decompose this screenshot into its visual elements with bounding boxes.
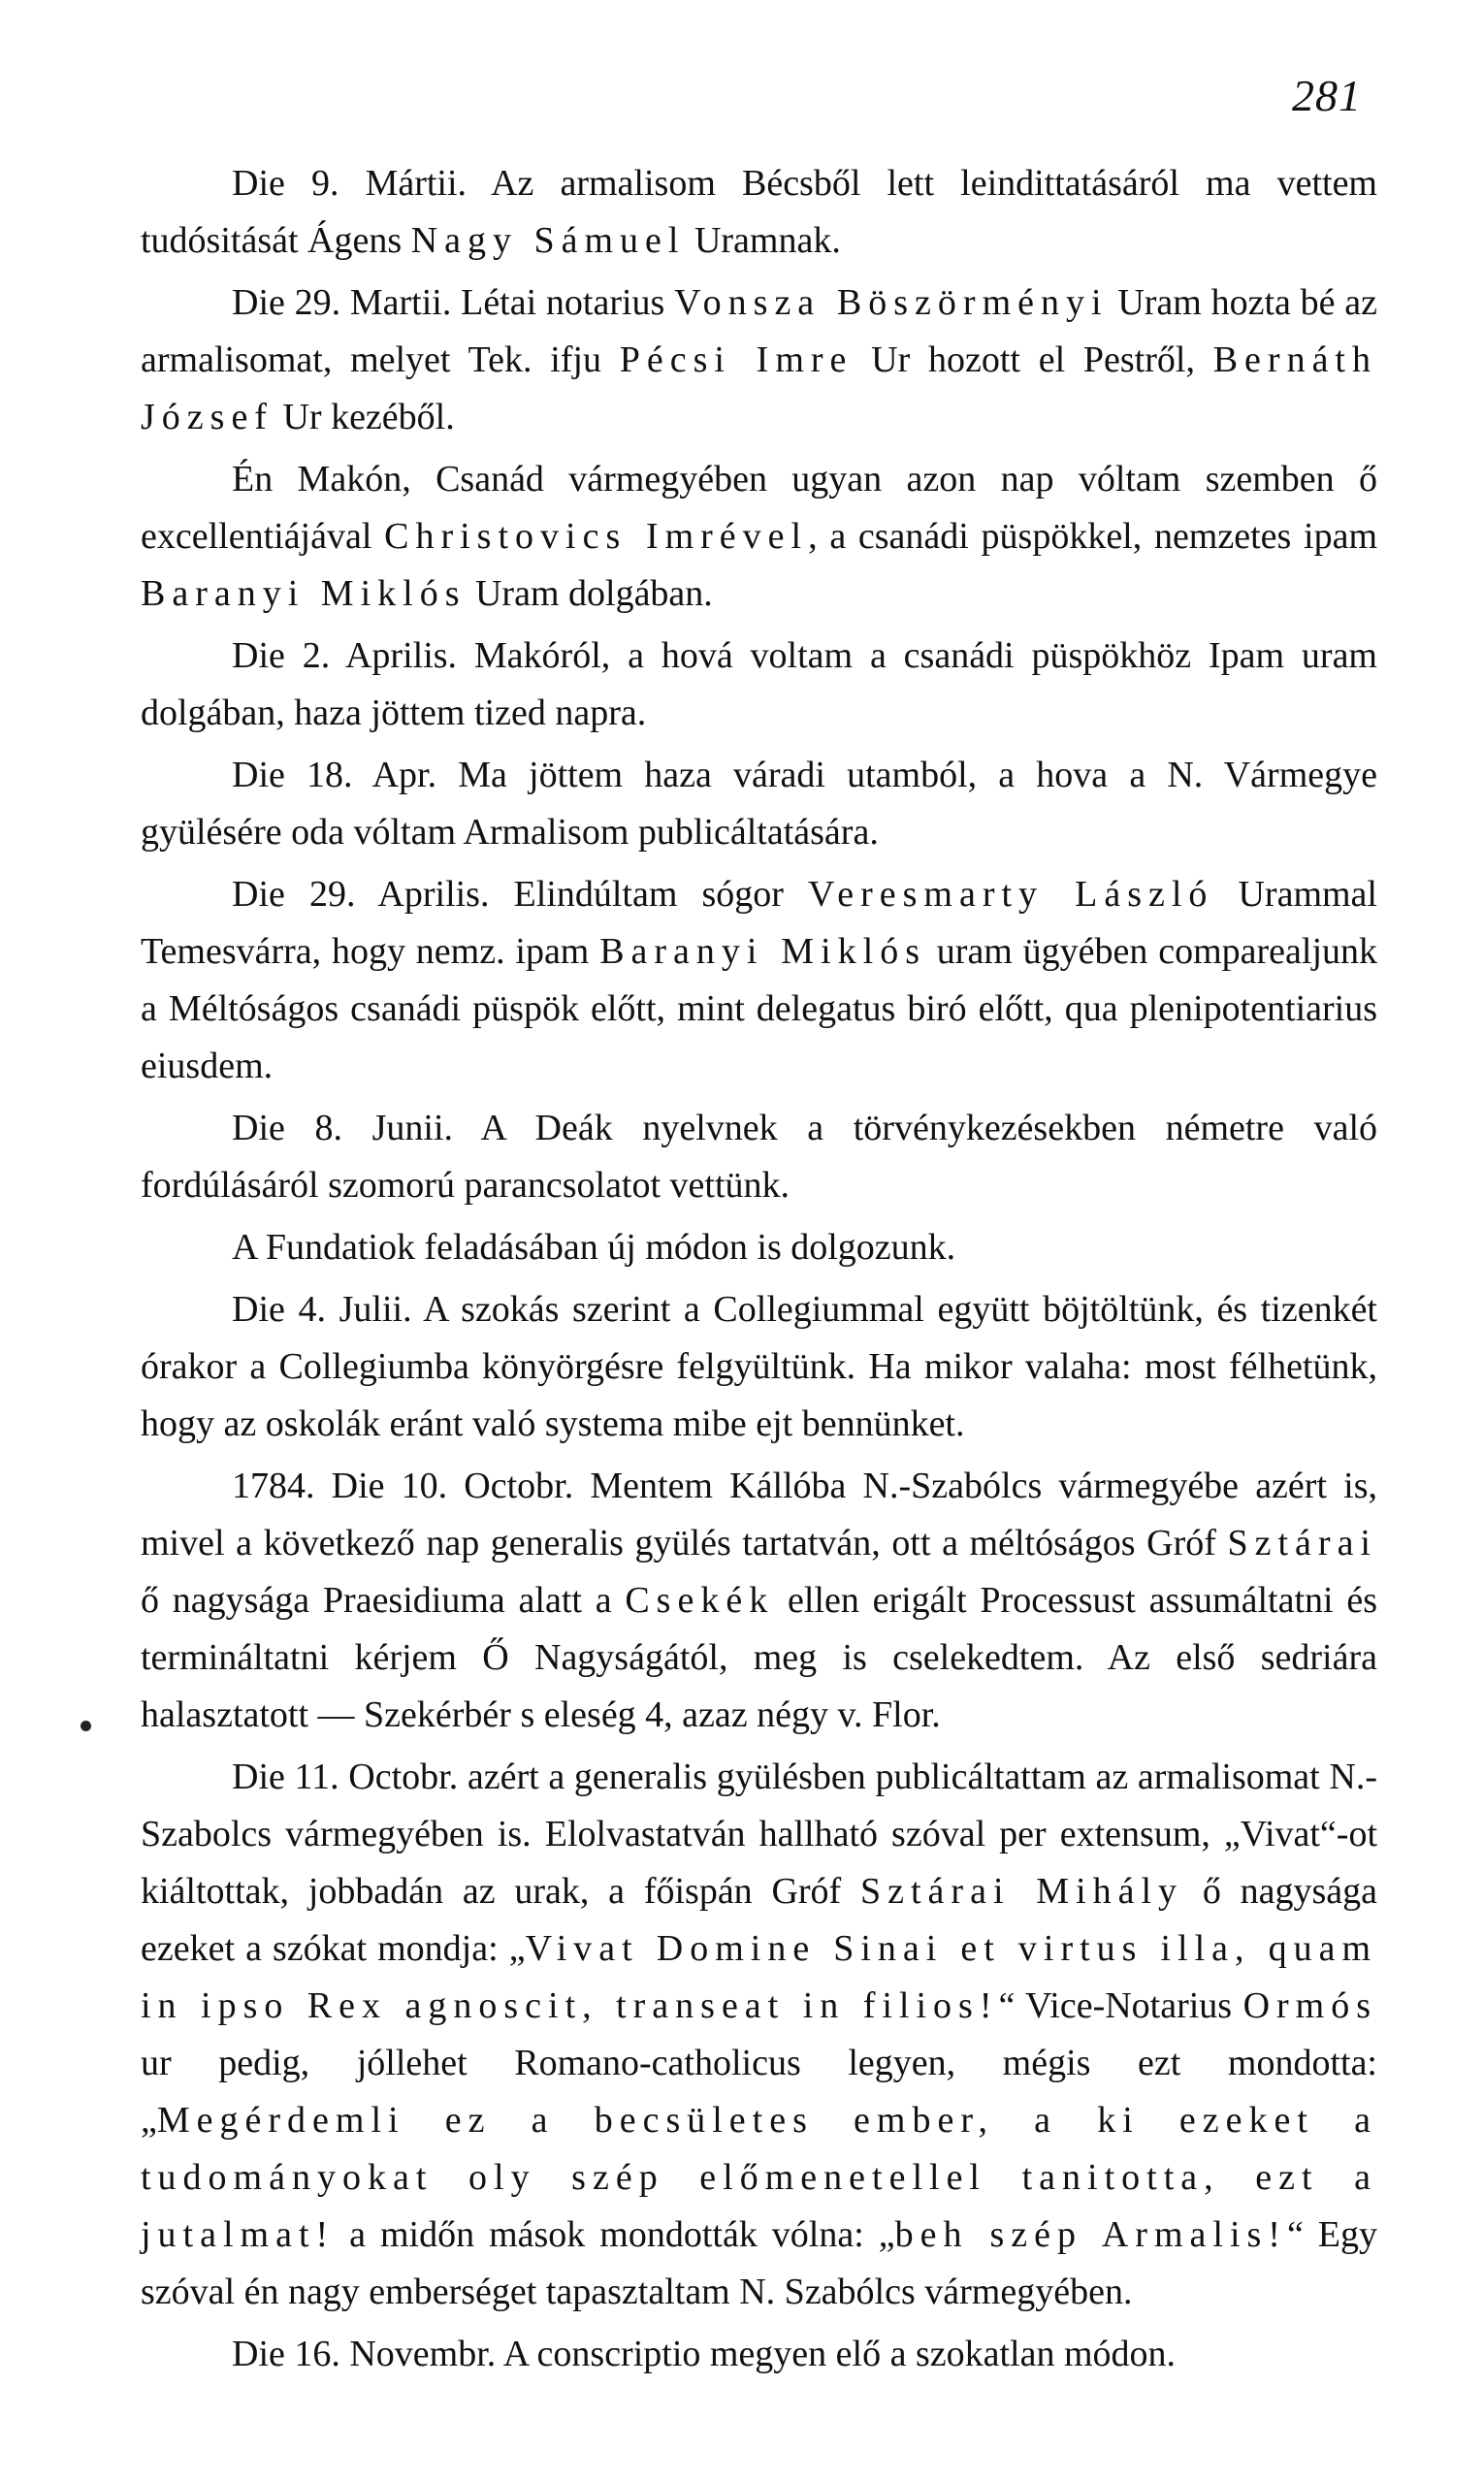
text-run: Die 16. Novembr. A conscriptio megyen elő a szokatlan módon. bbox=[232, 2334, 1177, 2374]
text-run: Én Makón, Csanád vármegyében ugyan azon nap vóltam szemben ő excellentiájával bbox=[141, 459, 1377, 557]
spaced-name: Veresmarty László bbox=[808, 874, 1214, 915]
spaced-name: Sztárai Mihály bbox=[860, 1871, 1184, 1912]
text-run: ellen erigált Processust assumáltatni és termináltatni kérjem Ő Nagyságától, meg is cselekedtem. Az első sedriára halasztatott — Szekérbér s eleség 4, azaz négy v. Flor. bbox=[141, 1580, 1377, 1735]
text-run: Urammal Temesvárra, hogy nemz. ipam bbox=[141, 874, 1377, 972]
spaced-name: Baranyi Miklós bbox=[599, 931, 926, 972]
text-run: Uram dolgában. bbox=[466, 573, 713, 614]
text-run: “ Vice-Notarius bbox=[998, 1985, 1243, 2026]
text-run: 1784. Die 10. Octobr. Mentem Kállóba N.-Szabólcs vármegyébe azért is, mivel a következő nap generalis gyülés tartatván, ott a méltóságos Gróf bbox=[141, 1466, 1377, 1563]
text-run: , a csanádi püspökkel, nemzetes ipam bbox=[808, 516, 1377, 557]
paragraph bbox=[141, 628, 1377, 742]
text-run: “ Egy szóval én nagy emberséget tapasztaltam N. Szabólcs vármegyében. bbox=[141, 2214, 1378, 2312]
paragraph bbox=[141, 155, 1377, 270]
spaced-name: Baranyi Miklós bbox=[141, 573, 467, 614]
spaced-name: Christovics Imrével bbox=[384, 516, 809, 557]
text-run: Die 9. Mártii. Az armalisom Bécsből lett leindittatásáról ma vettem tudósitását Ágens bbox=[141, 163, 1377, 261]
paragraph bbox=[141, 1749, 1377, 2321]
text-run: ő nagysága ezeket a szókat mondja: „ bbox=[141, 1871, 1378, 1969]
spaced-name: Bernáth József bbox=[141, 339, 1377, 437]
paragraph bbox=[141, 274, 1377, 446]
text-run: Ur kezéből. bbox=[273, 397, 455, 437]
spaced-name: Ormós bbox=[1242, 1985, 1378, 2026]
body-text bbox=[141, 155, 1377, 2388]
text-run: Die 8. Junii. A Deák nyelvnek a törvénykezésekben németre való fordúlásáról szomorú parancsolatot vettünk. bbox=[141, 1108, 1377, 1206]
paragraph bbox=[141, 1100, 1377, 1214]
text-run: Die 29. Aprilis. Elindúltam sógor bbox=[232, 874, 808, 915]
text-run: a midőn mások mondották vólna: „ bbox=[335, 2214, 895, 2255]
text-run: Die 11. Octobr. azért a generalis gyülésben publicáltattam az armalisomat N.-Szabolcs vármegyében is. Elolvastatván hallható szóval per extensum, „Vivat“-ot kiáltottak, jobbadán az urak, a főispán Gróf bbox=[141, 1757, 1377, 1912]
paragraph bbox=[141, 2326, 1377, 2383]
text-run: ő nagysága Praesidiuma alatt a bbox=[141, 1580, 626, 1621]
spaced-name: Sztárai bbox=[1227, 1523, 1377, 1563]
text-run: Uramnak. bbox=[685, 220, 841, 261]
text-run: uram ügyében comparealjunk a Méltóságos csanádi püspök előtt, mint delegatus biró előtt, qua plenipotentiarius eiusdem. bbox=[141, 931, 1378, 1086]
text-run: Die 4. Julii. A szokás szerint a Collegiummal együtt böjtöltünk, és tizenkét órakor a Collegiumba könyörgésre felgyültünk. Ha mikor valaha: most félhetünk, hogy az oskolák eránt való systema mibe ejt bennünket. bbox=[141, 1289, 1377, 1444]
page-number: 281 bbox=[1292, 71, 1362, 120]
spaced-name: Nagy Sámuel bbox=[410, 220, 686, 261]
paragraph bbox=[141, 866, 1377, 1095]
text-run: Die 18. Apr. Ma jöttem haza váradi utamból, a hova a N. Vármegye gyülésére oda vóltam Armalisom publicáltatására. bbox=[141, 755, 1377, 853]
paragraph bbox=[141, 451, 1377, 623]
spaced-name: beh szép Armalis! bbox=[894, 2214, 1287, 2255]
paragraph bbox=[141, 1281, 1377, 1453]
text-run: Ur hozott el Pestről, bbox=[853, 339, 1213, 380]
text-run: Die 29. Martii. Létai notarius bbox=[232, 282, 675, 323]
spaced-name: Megérdemli ez a becsületes ember, a ki ezeket a tudományokat oly szép előmenetellel tanitotta, ezt a jutalmat! bbox=[141, 2100, 1377, 2255]
text-run: Uram hozta bé az armalisomat, melyet Tek. ifju bbox=[141, 282, 1377, 380]
paragraph bbox=[141, 1458, 1377, 1744]
paragraph bbox=[141, 747, 1377, 861]
text-run: Die 2. Aprilis. Makóról, a hová voltam a csanádi püspökhöz Ipam uram dolgában, haza jöttem tized napra. bbox=[141, 635, 1377, 733]
text-run: ur pedig, jóllehet Romano-catholicus legyen, mégis ezt mondotta: „ bbox=[141, 2043, 1377, 2141]
spaced-name: Csekék bbox=[625, 1580, 775, 1621]
spaced-name: Vivat Domine Sinai et virtus illa, quam in ipso Rex agnoscit, transeat in filios! bbox=[141, 1928, 1378, 2026]
spaced-name: Vonsza Böszörményi bbox=[674, 282, 1109, 323]
text-run: A Fundatiok feladásában új módon is dolgozunk. bbox=[232, 1227, 956, 1268]
margin-dot bbox=[81, 1721, 91, 1731]
paragraph bbox=[141, 1219, 1377, 1276]
spaced-name: Pécsi Imre bbox=[619, 339, 854, 380]
